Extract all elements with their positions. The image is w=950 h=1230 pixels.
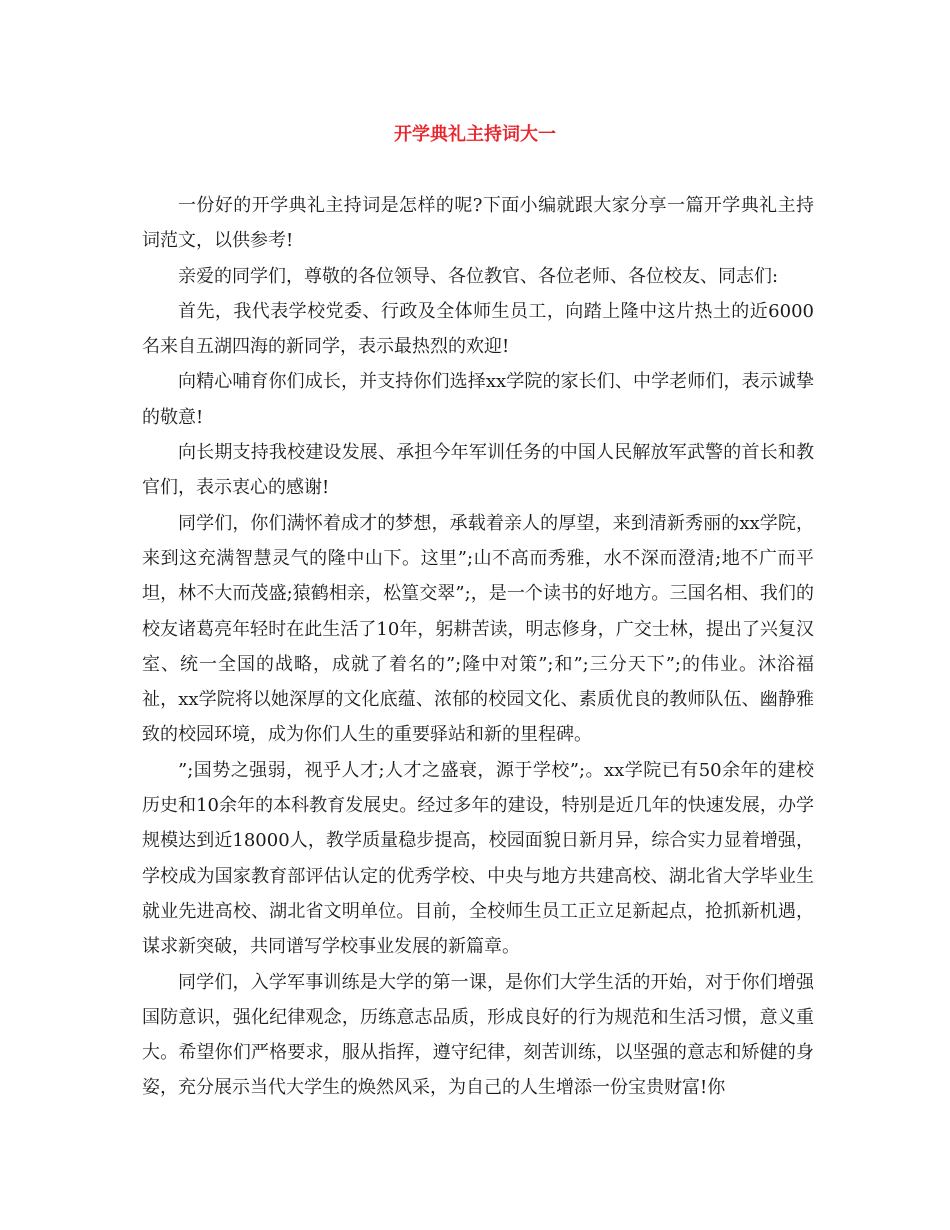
paragraph-welcome: 首先，我代表学校党委、行政及全体师生员工，向踏上隆中这片热土的近6000名来自五湖四海的新同学，表示最热烈的欢迎! [142,300,814,358]
document-title: 开学典礼主持词大一 [394,124,556,145]
paragraph-longzhong: 同学们，你们满怀着成才的梦想，承载着亲人的厚望，来到清新秀丽的xx学院，来到这充满智慧灵气的隆中山下。这里”;山不高而秀雅，水不深而澄清;地不广而平坦，林不大而茂盛;猿鹤相亲，松篁交翠”;，是一个读书的好地方。三国名相、我们的校友诸葛亮年轻时在此生活了10年，躬耕苦读，明志修身，广交士林，提出了兴复汉室、统一全国的战略，成就了着名的”;隆中对策”;和”;三分天下”;的伟业。沐浴福祉，xx学院将以她深厚的文化底蕴、浓郁的校园文化、素质优良的教师队伍、幽静雅致的校园环境，成为你们人生的重要驿站和新的里程碑。 [142,512,814,746]
paragraph-salutation: 亲爱的同学们，尊敬的各位领导、各位教官、各位老师、各位校友、同志们: [178,265,779,287]
document-body [142,188,814,1106]
paragraph-training: 同学们，入学军事训练是大学的第一课，是你们大学生活的开始，对于你们增强国防意识，强化纪律观念，历练意志品质，形成良好的行为规范和生活习惯，意义重大。希望你们严格要求，服从指挥，遵守纪律，刻苦训练，以坚强的意志和矫健的身姿，充分展示当代大学生的焕然风采，为自己的人生增添一份宝贵财富!你 [142,971,814,1099]
paragraph-military: 向长期支持我校建设发展、承担今年军训任务的中国人民解放军武警的首长和教官们，表示衷心的感谢! [142,442,814,499]
paragraph-school-history: ”;国势之强弱，视乎人才;人才之盛衰，源于学校”;。xx学院已有50余年的建校历史和10余年的本科教育发展史。经过多年的建设，特别是近几年的快速发展，办学规模达到近18000人，教学质量稳步提高，校园面貌日新月异，综合实力显着增强，学校成为国家教育部评估认定的优秀学校、中央与地方共建高校、湖北省大学毕业生就业先进高校、湖北省文明单位。目前，全校师生员工正立足新起点，抢抓新机遇，谋求新突破，共同谱写学校事业发展的新篇章。 [142,759,814,958]
paragraph-intro: 一份好的开学典礼主持词是怎样的呢?下面小编就跟大家分享一篇开学典礼主持词范文，以供参考! [142,195,814,252]
paragraph-parents: 向精心哺育你们成长，并支持你们选择xx学院的家长们、中学老师们，表示诚挚的敬意! [142,371,814,428]
